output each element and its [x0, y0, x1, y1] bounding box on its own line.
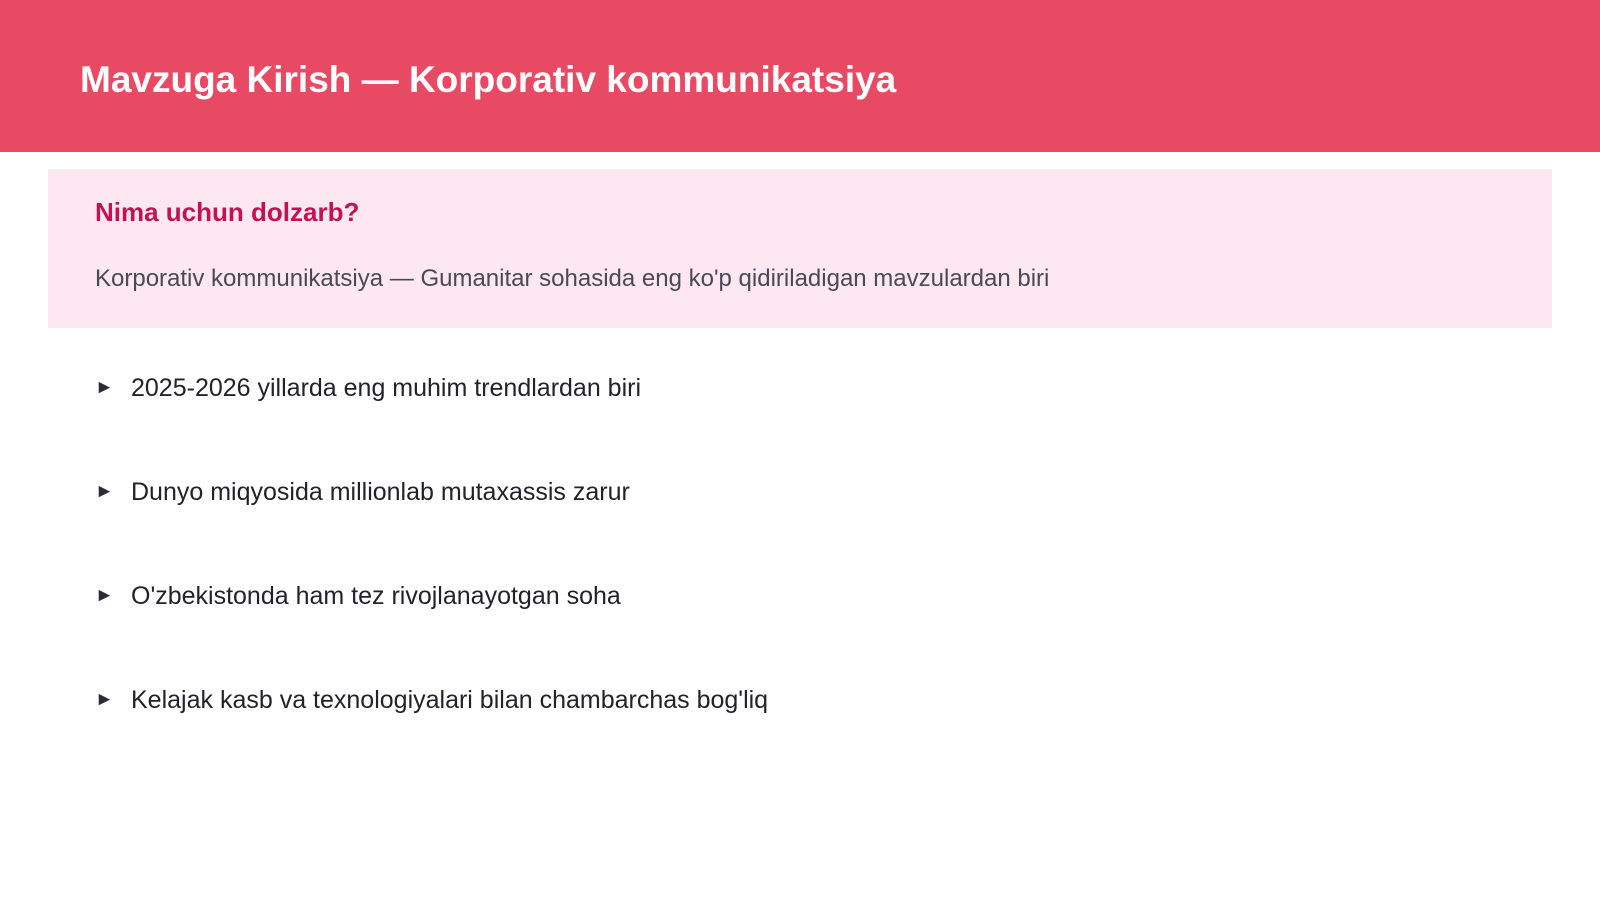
slide-title: Mavzuga Kirish — Korporativ kommunikatsiya: [80, 59, 897, 100]
list-item-text: Dunyo miqyosida millionlab mutaxassis zarur: [131, 478, 630, 506]
list-item: [95, 578, 768, 682]
list-item-text: Kelajak kasb va texnologiyalari bilan chambarchas bog'liq: [131, 686, 769, 714]
list-item: [95, 682, 768, 786]
list-item-text: 2025-2026 yillarda eng muhim trendlardan biri: [131, 374, 642, 402]
arrow-right-icon: ►: [95, 481, 114, 502]
list-item: [95, 370, 768, 474]
bullet-list: [95, 370, 768, 786]
arrow-right-icon: ►: [95, 689, 114, 710]
arrow-right-icon: ►: [95, 377, 114, 398]
callout-text: Korporativ kommunikatsiya — Gumanitar sohasida eng ko'p qidiriladigan mavzulardan biri: [95, 265, 1050, 292]
list-item-text: O'zbekistonda ham tez rivojlanayotgan soha: [131, 582, 621, 610]
callout-heading: Nima uchun dolzarb?: [95, 197, 360, 227]
relevance-callout: [48, 169, 1552, 328]
slide-header: [0, 0, 1600, 152]
arrow-right-icon: ►: [95, 585, 114, 606]
list-item: [95, 474, 768, 578]
